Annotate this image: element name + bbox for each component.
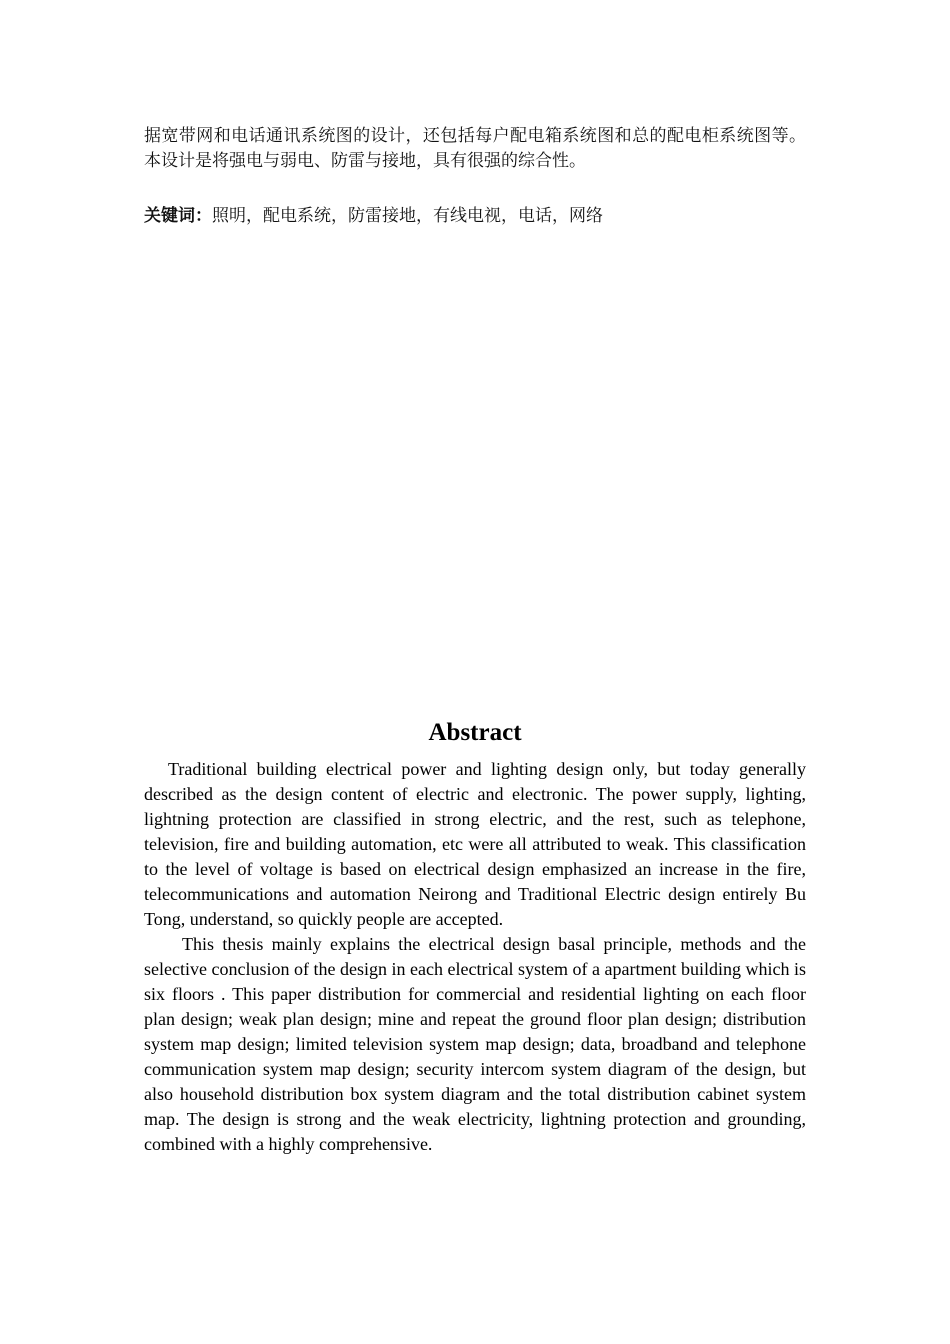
chinese-abstract-continuation: 据宽带网和电话通讯系统图的设计，还包括每户配电箱系统图和总的配电柜系统图等。本设计是将强电与弱电、防雷与接地，具有很强的综合性。 bbox=[144, 126, 806, 171]
abstract-paragraph: Traditional building electrical power and lighting design only, but today generally described as the design content of electric and electronic. The power supply, lighting, lightning protection are classified in strong electric, and the rest, such as telephone, television, fire and building automation, etc were all attributed to weak. This classification to the level of voltage is based on electrical design emphasized an increase in the fire, telecommunications and automation Neirong and Traditional Electric design entirely Bu Tong, understand, so quickly people are accepted. bbox=[144, 759, 806, 929]
keywords-label: 关键词： bbox=[144, 206, 212, 226]
keywords-value: 照明，配电系统，防雷接地，有线电视，电话，网络 bbox=[212, 206, 603, 226]
abstract-heading: Abstract bbox=[428, 719, 522, 746]
abstract-paragraph: This thesis mainly explains the electrical design basal principle, methods and the selective conclusion of the design in each electrical system of a apartment building which is six floors . This paper distribution for commercial and residential lighting on each floor plan design; weak plan design; mine and repeat the ground floor plan design; distribution system map design; limited television system map design; data, broadband and telephone communication system map design; security intercom system diagram of the design, but also household distribution box system diagram and the total distribution cabinet system map. The design is strong and the weak electricity, lightning protection and grounding, combined with a highly comprehensive. bbox=[144, 934, 806, 1154]
keywords-line bbox=[144, 204, 806, 229]
chinese-abstract bbox=[144, 124, 806, 174]
english-abstract bbox=[144, 757, 806, 1157]
